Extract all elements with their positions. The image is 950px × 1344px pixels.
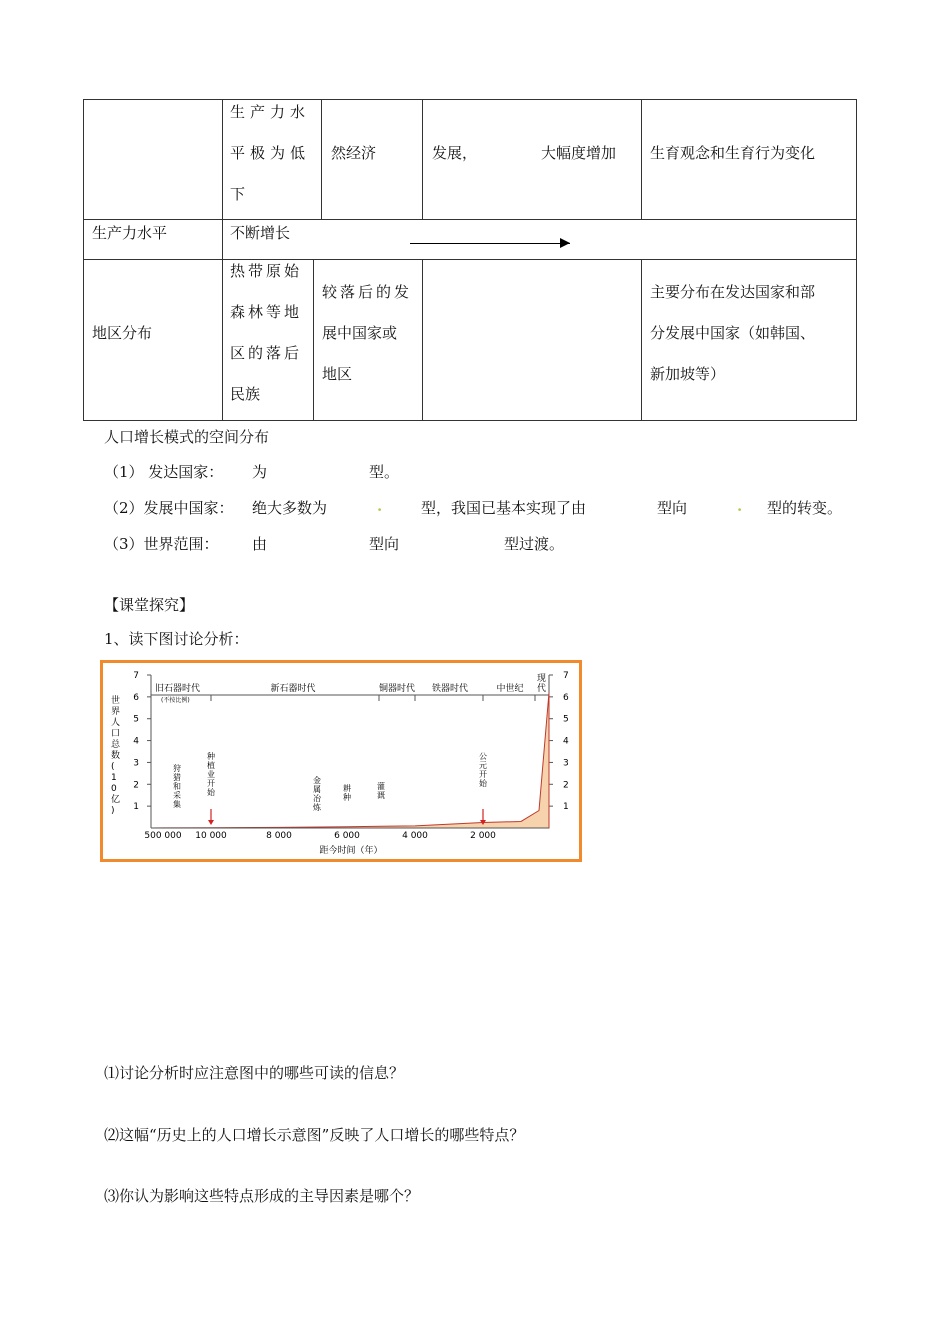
- annotation-label: [173, 763, 181, 809]
- x-tick-label: 8 000: [266, 831, 292, 841]
- row3-col5-line3: 新加坡等）: [650, 365, 726, 383]
- row1-col2-line1: 生产力水: [230, 103, 311, 121]
- y-tick-label-right: 1: [563, 802, 569, 813]
- annotation-char: 属: [313, 785, 321, 794]
- row3-col2-line1: 热带原始: [230, 262, 303, 280]
- y-axis-label-char: 界: [111, 707, 121, 717]
- y-tick-label-right: 6: [563, 692, 569, 703]
- annotation-char: 集: [173, 800, 181, 809]
- annotation-char: 业: [207, 770, 215, 779]
- y-axis-label-char: ): [111, 806, 115, 816]
- red-arrow-head-icon: [208, 820, 214, 825]
- annotation-label: [377, 781, 385, 800]
- arrow-head-icon: [560, 238, 570, 248]
- explore-task: 1、读下图讨论分析：: [104, 630, 249, 648]
- annotation-label: [207, 751, 216, 797]
- row3-col2-line2: 森林等地: [230, 303, 303, 321]
- line2-label: （2）发展中国家：: [104, 499, 234, 517]
- x-tick-label: 10 000: [195, 831, 227, 841]
- row1-col2-line2: 平极为低: [230, 144, 311, 162]
- line2-dot2: .: [737, 497, 743, 515]
- annotation-char: 炼: [313, 803, 321, 812]
- annotation-char: 元: [479, 761, 487, 770]
- row3-label: 地区分布: [92, 324, 153, 342]
- x-tick-label: 4 000: [402, 831, 428, 841]
- row3-col2-line4: 民族: [230, 385, 261, 403]
- question-2: ⑵这幅“历史上的人口增长示意图”反映了人口增长的哪些特点？: [104, 1126, 525, 1144]
- section-title: 人口增长模式的空间分布: [104, 428, 270, 446]
- annotation-char: 始: [207, 788, 215, 797]
- line1-end: 型。: [369, 463, 400, 481]
- era-label-char: 现: [537, 674, 547, 684]
- y-axis-label-char: 1: [111, 773, 117, 783]
- row3-col5-line2: 分发展中国家（如韩国、: [650, 324, 816, 342]
- annotation-char: 始: [479, 779, 487, 788]
- line3-b: 由: [252, 535, 268, 553]
- row1-col2-line3: 下: [230, 185, 246, 203]
- line1-label: （1） 发达国家：: [104, 463, 224, 481]
- row2-label: 生产力水平: [92, 224, 168, 242]
- era-label: 铁器时代: [431, 684, 469, 694]
- annotation-label: [343, 783, 351, 802]
- annotation-char: 和: [173, 782, 181, 791]
- row1-col5: 生育观念和生育行为变化: [650, 144, 816, 162]
- y-axis-label-char: 0: [111, 784, 117, 794]
- annotation-char: 猎: [173, 773, 181, 782]
- era-label: 旧石器时代: [155, 684, 201, 694]
- row1-col4-a: 发展，: [432, 144, 478, 162]
- y-tick-label-right: 7: [563, 671, 569, 681]
- y-axis-label-char: 亿: [111, 795, 121, 805]
- annotation-char: 冶: [313, 794, 321, 803]
- line2-d: 型向: [657, 499, 688, 517]
- line3-label: （3）世界范围：: [104, 535, 219, 553]
- annotation-label: [479, 752, 488, 788]
- x-tick-label: 500 000: [144, 831, 182, 841]
- y-tick-label-left: 7: [133, 671, 139, 681]
- question-3: ⑶你认为影响这些特点形成的主导因素是哪个？: [104, 1187, 420, 1205]
- era-label: 中世纪: [496, 684, 524, 694]
- annotation-char: 金: [313, 776, 321, 785]
- y-tick-label-left: 4: [133, 736, 139, 747]
- line2-c: 型，我国已基本实现了由: [421, 499, 587, 517]
- annotation-char: 开: [207, 779, 215, 788]
- era-label: 铜器时代: [378, 684, 416, 694]
- annotation-char: 开: [479, 770, 487, 779]
- y-tick-label-left: 1: [133, 802, 139, 813]
- annotation-char: 公: [479, 752, 487, 761]
- row3-col3-line2: 展中国家或: [322, 324, 398, 342]
- annotation-char: 狩: [173, 764, 181, 773]
- annotation-char: 种: [343, 793, 351, 802]
- population-chart: [103, 663, 579, 859]
- y-tick-label-right: 5: [563, 714, 569, 725]
- row1-col3: 然经济: [331, 144, 377, 162]
- growth-arrow-line: [410, 243, 570, 244]
- y-tick-label-right: 4: [563, 736, 569, 747]
- annotation-char: 灌: [377, 782, 385, 791]
- y-tick-label-right: 2: [563, 780, 569, 791]
- x-tick-label: 6 000: [334, 831, 360, 841]
- row3-col3-line3: 地区: [322, 365, 353, 383]
- y-axis-label-char: 世: [111, 696, 121, 706]
- question-1: ⑴讨论分析时应注意图中的哪些可读的信息？: [104, 1064, 405, 1082]
- row3-col5-line1: 主要分布在发达国家和部: [650, 283, 816, 301]
- era-label: [537, 673, 546, 694]
- y-axis-label: [111, 694, 121, 816]
- y-axis-label-char: 口: [111, 729, 121, 739]
- line2-e: 型的转变。: [767, 499, 843, 517]
- line3-d: 型过渡。: [504, 535, 565, 553]
- era-label: 新石器时代: [270, 684, 316, 694]
- era-note: (不按比例): [161, 697, 190, 704]
- x-tick-label: 2 000: [470, 831, 496, 841]
- annotation-char: 种: [207, 752, 215, 761]
- y-tick-label-left: 5: [133, 714, 139, 725]
- row3-col2-line3: 区的落后: [230, 344, 303, 362]
- annotation-char: 采: [173, 791, 181, 800]
- y-axis-label-char: 总: [111, 740, 121, 750]
- annotation-char: 溉: [377, 791, 385, 800]
- y-axis-label-char: (: [111, 762, 115, 772]
- line3-c: 型向: [369, 535, 400, 553]
- annotation-char: 植: [207, 761, 215, 770]
- population-chart-frame: [100, 660, 582, 862]
- x-axis-label: 距今时间（年）: [319, 846, 383, 856]
- line2-b: 绝大多数为: [252, 499, 328, 517]
- y-axis-label-char: 人: [111, 718, 121, 728]
- row1-col4-b: 大幅度增加: [541, 144, 617, 162]
- annotation-char: 耕: [343, 784, 351, 793]
- annotation-label: [313, 775, 322, 812]
- row2-value: 不断增长: [230, 224, 291, 242]
- line2-dot1: .: [377, 497, 383, 515]
- line1-wei: 为: [252, 463, 268, 481]
- y-tick-label-left: 6: [133, 692, 139, 703]
- y-tick-label-left: 3: [133, 758, 139, 769]
- y-tick-label-left: 2: [133, 780, 139, 791]
- explore-heading: 【课堂探究】: [104, 596, 195, 614]
- y-axis-label-char: 数: [111, 751, 121, 761]
- era-label-char: 代: [537, 684, 547, 694]
- row3-col3-line1: 较落后的发: [322, 283, 413, 301]
- y-tick-label-right: 3: [563, 758, 569, 769]
